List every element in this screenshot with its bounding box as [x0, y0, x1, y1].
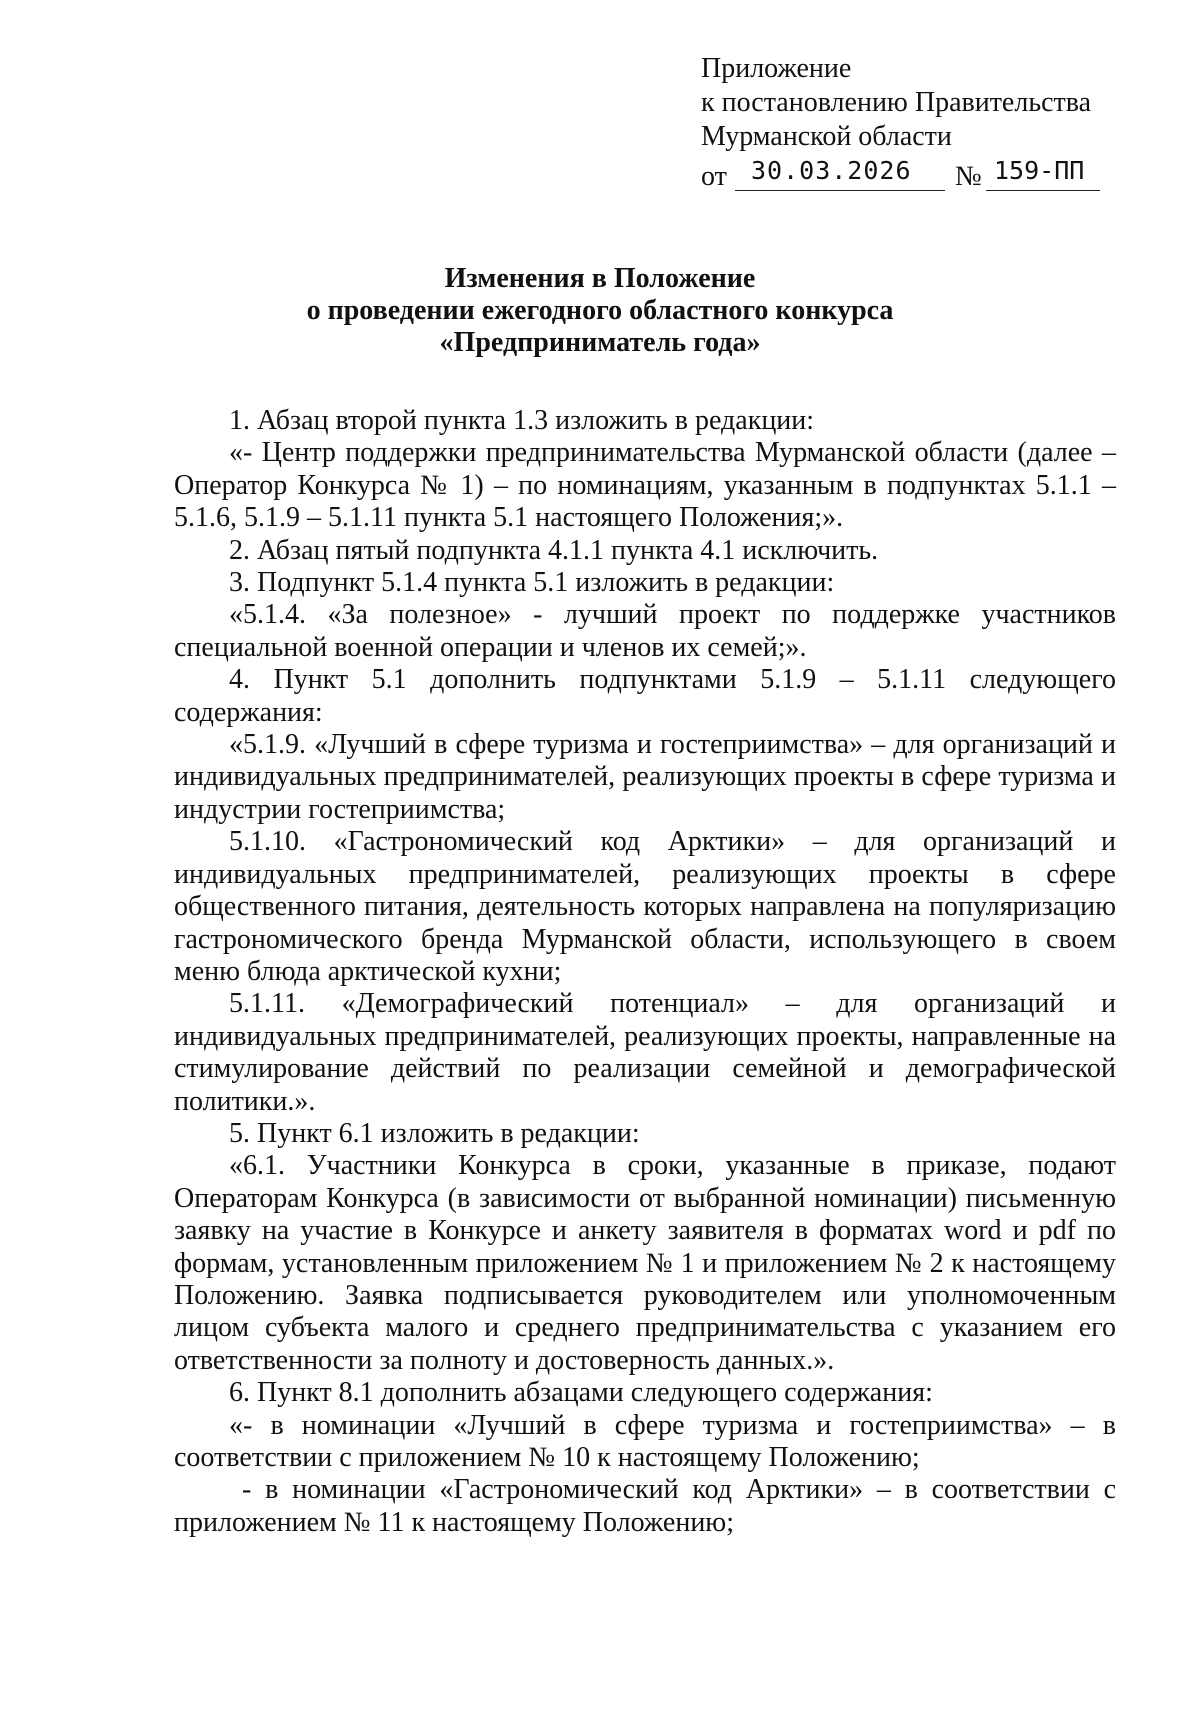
- attachment-header: [701, 52, 1131, 194]
- date-prefix: от: [701, 161, 727, 192]
- number-field: [986, 154, 1100, 191]
- paragraph-1: 1. Абзац второй пункта 1.3 изложить в редакции:: [229, 405, 815, 436]
- date-field: [735, 154, 945, 191]
- attachment-line-2: к постановлению Правительства: [701, 87, 1092, 118]
- paragraph-6: 4. Пункт 5.1 дополнить подпунктами 5.1.9 – 5.1.11 следующего содержания:: [174, 664, 1116, 728]
- date-number-line: [701, 154, 1131, 194]
- paragraph-3: 2. Абзац пятый подпункта 4.1.1 пункта 4.1 исключить.: [229, 534, 879, 566]
- paragraph-8: 5.1.10. «Гастрономический код Арктики» – для организаций и индивидуальных предпринимателей, реализующих проекты в сфере общественного питания, деятельность которых направлена на популяризацию гастрономического бренда Мурманской области, использующего в своем меню блюда арктической кухни;: [174, 826, 1116, 987]
- paragraph-5: «5.1.4. «За полезное» - лучший проект по поддержке участников специальной военной операции и членов их семей;».: [174, 599, 1116, 663]
- title-line-2: о проведении ежегодного областного конкурса: [306, 295, 894, 326]
- date-value: 30.03.2026: [751, 156, 912, 185]
- document-number: 159-ПП: [994, 156, 1085, 185]
- paragraph-13: «- в номинации «Лучший в сфере туризма и гостеприимства» – в соответствии с приложением № 10 к настоящему Положению;: [174, 1409, 1116, 1473]
- paragraph-14: - в номинации «Гастрономический код Арктики» – в соответствии с приложением № 11 к настоящему Положению;: [174, 1474, 1116, 1538]
- paragraph-2: «- Центр поддержки предпринимательства Мурманской области (далее – Оператор Конкурса № 1) – по номинациям, указанным в подпунктах 5.1.1 – 5.1.6, 5.1.9 – 5.1.11 пункта 5.1 настоящего Положения;».: [174, 437, 1116, 534]
- attachment-line-3: Мурманской области: [701, 121, 952, 152]
- paragraph-12: 6. Пункт 8.1 дополнить абзацами следующего содержания:: [229, 1377, 933, 1409]
- paragraph-11: «6.1. Участники Конкурса в сроки, указанные в приказе, подают Операторам Конкурса (в зависимости от выбранной номинации) письменную заявку на участие в Конкурсе и анкету заявителя в форматах word и pdf по формам, установленным приложением № 1 и приложением № 2 к настоящему Положению. Заявка подписывается руководителем или уполномоченным лицом субъекта малого и среднего предпринимательства с указанием его ответственности за полноту и достоверность данных.».: [174, 1150, 1116, 1376]
- title-line-3: «Предприниматель года»: [439, 327, 761, 358]
- document-body: [174, 405, 1116, 1539]
- paragraph-7: «5.1.9. «Лучший в сфере туризма и гостеприимства» – для организаций и индивидуальных предпринимателей, реализующих проекты в сфере туризма и индустрии гостеприимства;: [174, 729, 1116, 825]
- document-title: [180, 263, 1020, 359]
- paragraph-4: 3. Подпункт 5.1.4 пункта 5.1 изложить в редакции:: [229, 567, 835, 599]
- paragraph-10: 5. Пункт 6.1 изложить в редакции:: [229, 1117, 640, 1149]
- number-prefix: №: [955, 161, 982, 192]
- paragraph-9: 5.1.11. «Демографический потенциал» – для организаций и индивидуальных предпринимателей, реализующих проекты, направленные на стимулирование действий по реализации семейной и демографической политики.».: [174, 988, 1116, 1117]
- attachment-line-1: Приложение: [701, 53, 852, 84]
- title-line-1: Изменения в Положение: [444, 263, 756, 294]
